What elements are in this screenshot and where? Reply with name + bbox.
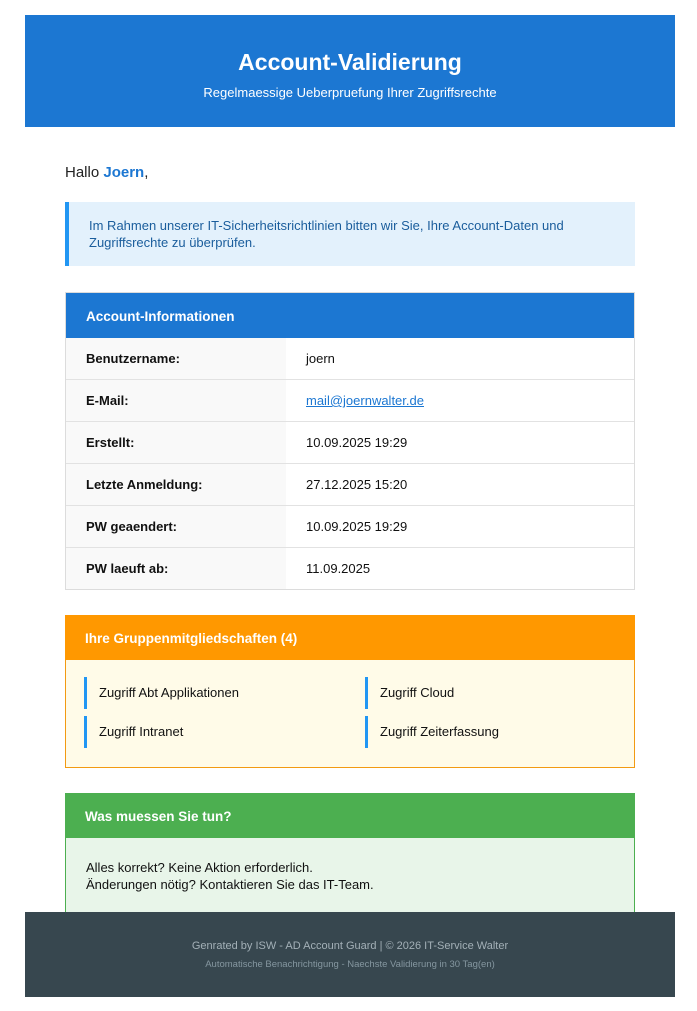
- info-notice: [65, 202, 635, 266]
- page-subtitle: Regelmaessige Ueberpruefung Ihrer Zugriffsrechte: [203, 85, 497, 100]
- row-value: joern: [306, 351, 335, 366]
- row-label: Letzte Anmeldung:: [66, 464, 286, 506]
- row-label: E-Mail:: [66, 380, 286, 422]
- email-footer: [25, 912, 675, 997]
- action-line-change: Änderungen nötig? Kontaktieren Sie das IT-Team.: [86, 877, 374, 892]
- action-line-ok: Alles korrekt? Keine Aktion erforderlich.: [86, 860, 313, 875]
- greeting: [65, 164, 635, 182]
- row-value: 11.09.2025: [286, 548, 634, 590]
- table-row: [66, 422, 634, 464]
- table-row: [66, 338, 634, 380]
- account-info-card: [65, 292, 635, 590]
- row-label: Erstellt:: [66, 422, 286, 464]
- row-label: PW geaendert:: [66, 506, 286, 548]
- account-info-table: [66, 338, 634, 589]
- groups-card: [65, 615, 635, 768]
- email-link[interactable]: mail@joernwalter.de: [306, 393, 424, 408]
- row-label: Benutzername:: [66, 338, 286, 380]
- table-row: [66, 506, 634, 548]
- groups-title: Ihre Gruppenmitgliedschaften (4): [65, 615, 635, 660]
- action-card: [65, 793, 635, 912]
- table-row: [66, 548, 634, 590]
- table-row: [66, 464, 634, 506]
- footer-notice: Automatische Benachrichtigung - Naechste Validierung in 30 Tag(en): [205, 959, 495, 970]
- action-body: [66, 838, 634, 912]
- page-title: Account-Validierung: [238, 49, 462, 75]
- group-item: Zugriff Intranet: [84, 716, 335, 748]
- footer-credit: Genrated by ISW - AD Account Guard | © 2026 IT-Service Walter: [191, 940, 509, 952]
- account-info-title: Account-Informationen: [66, 293, 634, 338]
- group-item: Zugriff Abt Applikationen: [84, 677, 335, 709]
- action-title: Was muessen Sie tun?: [65, 793, 635, 838]
- greeting-prefix: Hallo: [65, 164, 104, 181]
- notice-text: Im Rahmen unserer IT-Sicherheitsrichtlinien bitten wir Sie, Ihre Account-Daten und Zugriffsrechte zu überprüfen.: [89, 218, 564, 250]
- email-content: [25, 164, 675, 912]
- group-item: Zugriff Zeiterfassung: [365, 716, 616, 748]
- row-value: 27.12.2025 15:20: [286, 464, 634, 506]
- email-header: [25, 15, 675, 127]
- greeting-suffix: ,: [144, 164, 149, 181]
- row-value: 10.09.2025 19:29: [286, 506, 634, 548]
- table-row: [66, 380, 634, 422]
- groups-list: [66, 660, 634, 767]
- group-item: Zugriff Cloud: [365, 677, 616, 709]
- row-value: [286, 380, 634, 422]
- row-value: 10.09.2025 19:29: [286, 422, 634, 464]
- email-container: [25, 15, 675, 997]
- greeting-name: Joern: [103, 164, 145, 181]
- row-label: PW laeuft ab:: [66, 548, 286, 590]
